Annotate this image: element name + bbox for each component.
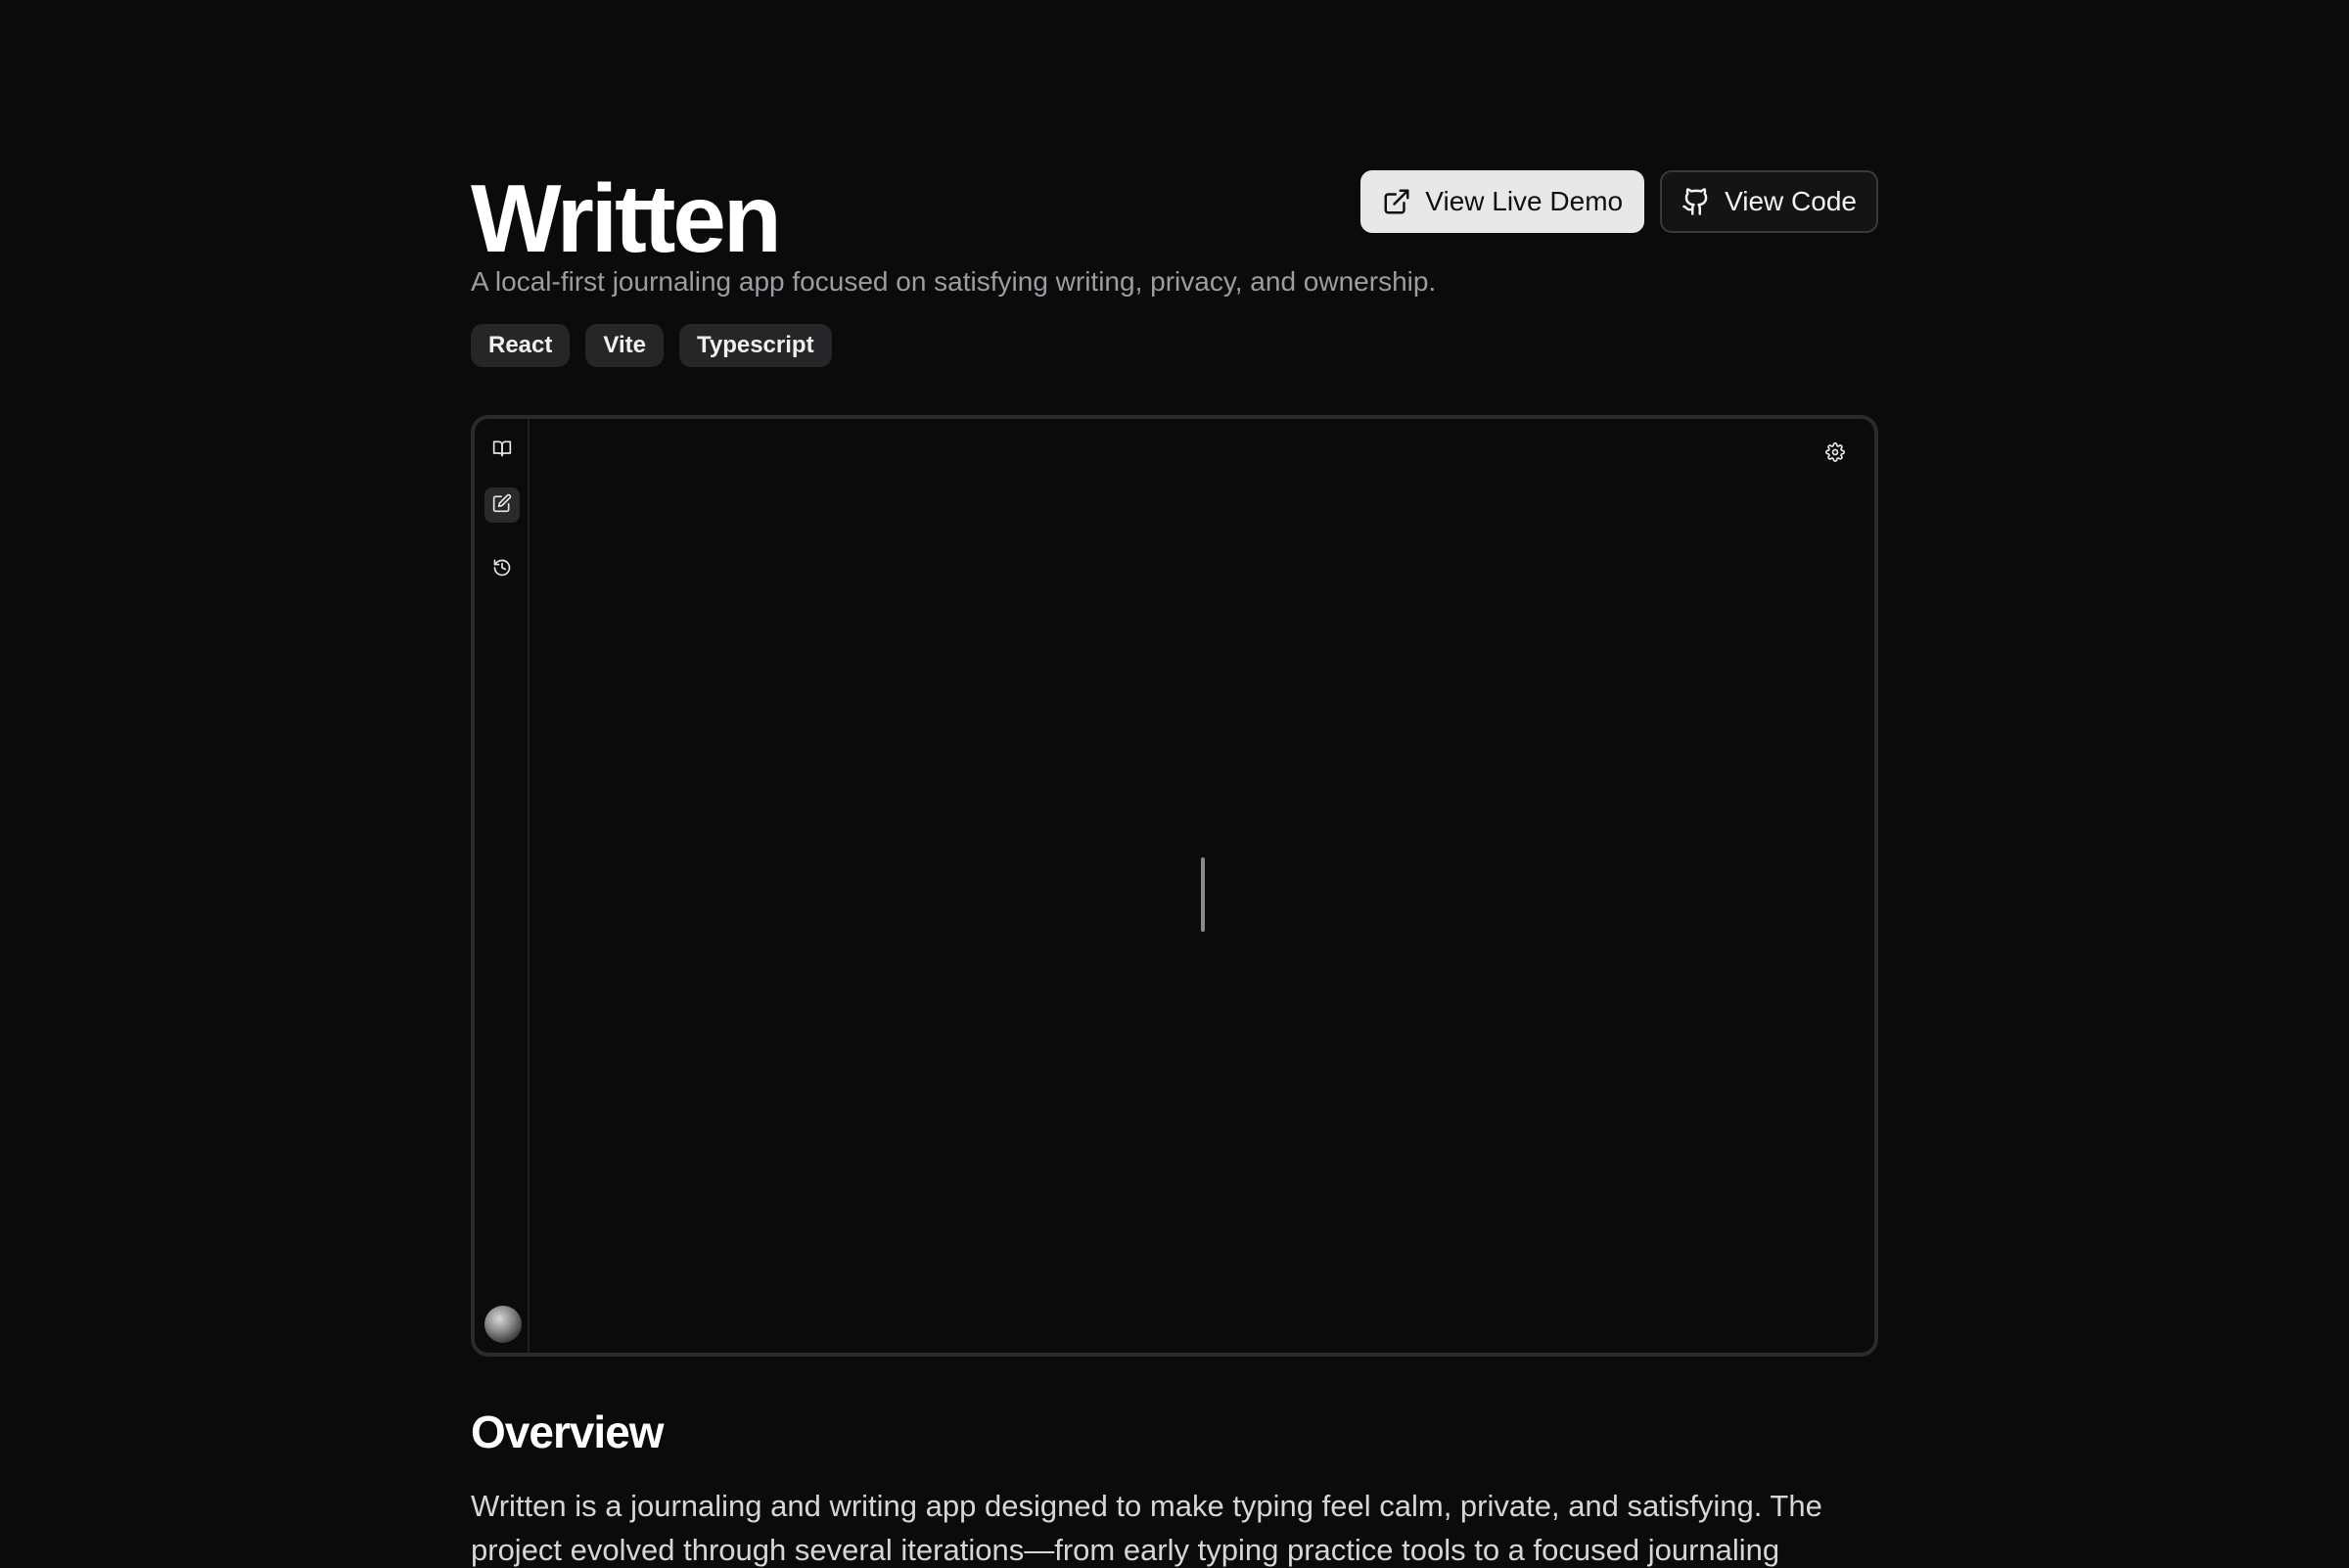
view-live-demo-button[interactable] xyxy=(1360,170,1644,233)
external-link-icon xyxy=(1382,187,1411,216)
editor-text-cursor[interactable] xyxy=(1201,857,1205,932)
gear-icon xyxy=(1825,442,1845,467)
project-header xyxy=(471,164,1878,272)
overview-body: Written is a journaling and writing app designed to make typing feel calm, private, and satisfying. The project evolved through several iterations—from early typing practice tools to a focused journaling xyxy=(471,1489,1822,1567)
overview-heading: Overview xyxy=(471,1407,664,1457)
rail-journal-button[interactable] xyxy=(484,433,520,468)
project-subtitle: A local-first journaling app focused on satisfying writing, privacy, and ownership. xyxy=(471,266,1437,297)
rail-write-button[interactable] xyxy=(484,487,520,523)
tech-tags xyxy=(471,324,832,367)
view-code-label: View Code xyxy=(1725,186,1857,216)
tag-vite: Vite xyxy=(585,324,664,367)
app-preview-window[interactable] xyxy=(471,415,1878,1357)
header-actions xyxy=(1360,170,1878,233)
project-title: Written xyxy=(471,164,779,272)
view-live-demo-label: View Live Demo xyxy=(1425,186,1624,216)
tag-react: React xyxy=(471,324,570,367)
view-code-button[interactable] xyxy=(1660,170,1878,233)
avatar[interactable] xyxy=(484,1306,522,1343)
preview-sidebar-rail xyxy=(475,419,530,1353)
tag-typescript: Typescript xyxy=(679,324,832,367)
rail-history-button[interactable] xyxy=(484,552,520,587)
preview-settings-button[interactable] xyxy=(1823,442,1847,466)
edit-icon xyxy=(492,493,512,518)
history-icon xyxy=(492,558,512,582)
github-icon xyxy=(1681,187,1711,216)
book-icon xyxy=(492,438,512,463)
